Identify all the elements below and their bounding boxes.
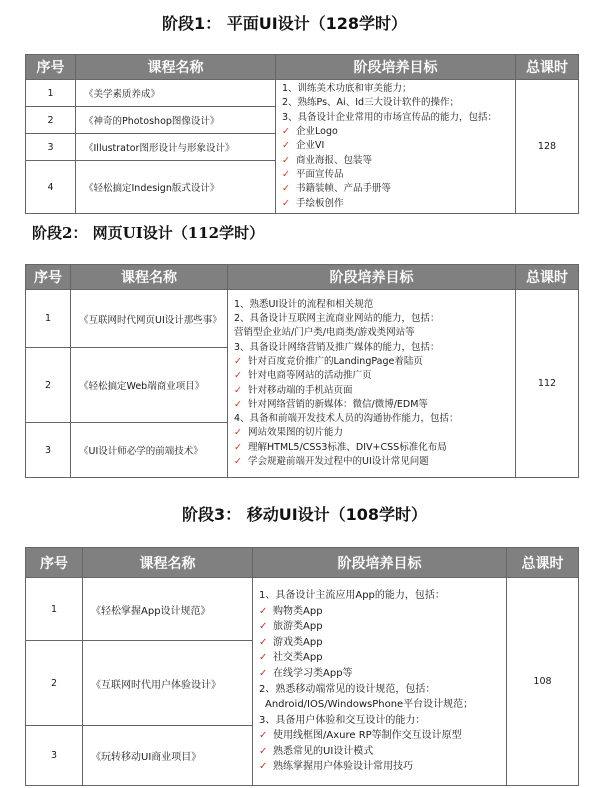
row-num: 3 xyxy=(26,134,76,161)
course-name: 《Illustrator图形设计与形象设计》 xyxy=(76,134,276,161)
goal-checklist-item xyxy=(259,744,502,760)
goal-checklist-item xyxy=(282,139,511,153)
row-num: 4 xyxy=(26,161,76,214)
stage-1-title: 阶段1： 平面UI设计（128学时） xyxy=(162,14,408,33)
col-header-goals: 阶段培养目标 xyxy=(228,265,516,290)
total-hours: 108 xyxy=(507,578,579,786)
course-name: 《UI设计师必学的前端技术》 xyxy=(71,423,228,478)
goal-checklist-item xyxy=(259,635,502,651)
checkmark-icon: ✓ xyxy=(259,761,268,773)
goal-text: 1、训练美术功底和审美能力； xyxy=(282,83,412,95)
course-name: 《轻松搞定Web端商业项目》 xyxy=(71,348,228,423)
goal-text: 在线学习类App等 xyxy=(273,667,353,679)
checkmark-icon: ✓ xyxy=(282,183,290,195)
goal-checklist-item xyxy=(259,759,502,775)
stage-3-title: 阶段3： 移动UI设计（108学时） xyxy=(182,505,428,524)
checkmark-icon: ✓ xyxy=(259,636,268,648)
goal-text: 3、具备设计企业常用的市场宣传品的能力，包括： xyxy=(282,111,498,123)
goal-line xyxy=(259,682,502,698)
goal-text: 1、熟悉UI设计的流程和相关规范 xyxy=(234,298,374,310)
table-row xyxy=(26,290,579,348)
goal-checklist-item xyxy=(282,182,511,196)
col-header-num: 序号 xyxy=(26,265,71,290)
stage-goals xyxy=(228,290,516,478)
checkmark-icon: ✓ xyxy=(282,154,290,166)
stage-goals xyxy=(253,578,507,786)
goal-text: 书籍装帧、产品手册等 xyxy=(296,183,392,195)
goal-text: 针对电商等网站的活动推广页 xyxy=(248,370,372,382)
goal-checklist-item xyxy=(234,398,511,412)
goal-checklist-item xyxy=(259,619,502,635)
row-num: 2 xyxy=(26,641,83,726)
table-header-row xyxy=(26,55,579,80)
col-header-course: 课程名称 xyxy=(76,55,276,80)
goal-checklist-item xyxy=(234,369,511,383)
goal-checklist-item xyxy=(282,154,511,168)
goal-text: 使用线框图/Axure RP等制作交互设计原型 xyxy=(273,730,462,742)
goal-line xyxy=(282,96,511,110)
checkmark-icon: ✓ xyxy=(282,168,290,180)
course-name: 《神奇的Photoshop图像设计》 xyxy=(76,107,276,134)
col-header-course: 课程名称 xyxy=(83,548,253,578)
goal-line xyxy=(259,697,502,713)
goal-checklist-item xyxy=(234,455,511,469)
checkmark-icon: ✓ xyxy=(259,667,268,679)
goal-text: 网站效果图的切片能力 xyxy=(248,427,344,439)
goal-text: 1、具备设计主流应用App的能力，包括： xyxy=(259,589,445,601)
goal-text: 4、具备和前端开发技术人员的沟通协作能力，包括： xyxy=(234,413,459,425)
checkmark-icon: ✓ xyxy=(259,605,268,617)
goal-text: 针对网络营销的新媒体：微信/微博/EDM等 xyxy=(248,398,428,410)
goal-line xyxy=(259,588,502,604)
checkmark-icon: ✓ xyxy=(234,384,242,396)
goal-line xyxy=(234,412,511,426)
checkmark-icon: ✓ xyxy=(234,441,242,453)
checkmark-icon: ✓ xyxy=(259,652,268,664)
goal-line xyxy=(234,312,511,326)
goal-text: 针对移动端的手机站页面 xyxy=(248,384,353,396)
col-header-num: 序号 xyxy=(26,55,76,80)
checkmark-icon: ✓ xyxy=(259,745,268,757)
goal-text: 3、具备设计网络营销及推广媒体的能力，包括： xyxy=(234,341,440,353)
goal-text: 旅游类App xyxy=(273,621,323,633)
goal-text: 2、熟练Ps、Ai、Id三大设计软件的操作； xyxy=(282,97,460,109)
goal-checklist-item xyxy=(234,384,511,398)
stage-3-table xyxy=(25,547,579,786)
goal-checklist-item xyxy=(259,728,502,744)
goal-text: 企业VI xyxy=(296,140,325,152)
goal-text: 平面宣传品 xyxy=(296,168,344,180)
goal-checklist-item xyxy=(282,197,511,211)
course-name: 《玩转移动UI商业项目》 xyxy=(83,726,253,786)
goal-text: 企业Logo xyxy=(296,126,338,138)
total-hours: 128 xyxy=(516,80,579,214)
goal-text: 手绘板创作 xyxy=(296,197,344,209)
goal-line xyxy=(282,111,511,125)
goal-text: Android/IOS/WindowsPhone平台设计规范； xyxy=(265,699,474,711)
goal-line xyxy=(234,326,511,340)
goal-text: 理解HTML5/CSS3标准、DIV+CSS标准化布局 xyxy=(248,441,447,453)
col-header-goals: 阶段培养目标 xyxy=(253,548,507,578)
course-name: 《美学素质养成》 xyxy=(76,80,276,107)
goal-text: 熟练掌握用户体验设计常用技巧 xyxy=(273,761,413,773)
col-header-hours: 总课时 xyxy=(516,265,579,290)
checkmark-icon: ✓ xyxy=(234,370,242,382)
goal-text: 针对百度竞价推广的LandingPage着陆页 xyxy=(248,355,423,367)
goal-text: 社交类App xyxy=(273,652,323,664)
row-num: 3 xyxy=(26,423,71,478)
goal-text: 2、熟悉移动端常见的设计规范，包括： xyxy=(259,683,436,695)
goal-line xyxy=(259,713,502,729)
goal-checklist-item xyxy=(259,666,502,682)
checkmark-icon: ✓ xyxy=(259,621,268,633)
course-name: 《互联网时代网页UI设计那些事》 xyxy=(71,290,228,348)
goal-text: 购物类App xyxy=(273,605,323,617)
col-header-course: 课程名称 xyxy=(71,265,228,290)
row-num: 1 xyxy=(26,578,83,641)
goal-text: 3、具备用户体验和交互设计的能力： xyxy=(259,714,426,726)
checkmark-icon: ✓ xyxy=(234,398,242,410)
total-hours: 112 xyxy=(516,290,579,478)
goal-text: 学会规避前端开发过程中的UI设计常见问题 xyxy=(248,455,429,467)
row-num: 1 xyxy=(26,290,71,348)
checkmark-icon: ✓ xyxy=(234,355,242,367)
checkmark-icon: ✓ xyxy=(282,126,290,138)
goal-checklist-item xyxy=(259,650,502,666)
col-header-hours: 总课时 xyxy=(507,548,579,578)
course-name: 《轻松搞定Indesign版式设计》 xyxy=(76,161,276,214)
goal-line xyxy=(282,82,511,96)
goal-checklist-item xyxy=(234,441,511,455)
course-name: 《互联网时代用户体验设计》 xyxy=(83,641,253,726)
row-num: 2 xyxy=(26,107,76,134)
goal-text: 营销型企业站/门户类/电商类/游戏类网站等 xyxy=(234,327,415,339)
course-name: 《轻松掌握App设计规范》 xyxy=(83,578,253,641)
table-header-row xyxy=(26,265,579,290)
table-row xyxy=(26,80,579,107)
table-row xyxy=(26,578,579,641)
goal-checklist-item xyxy=(259,604,502,620)
goal-text: 游戏类App xyxy=(273,636,323,648)
stage-2-title: 阶段2： 网页UI设计（112学时） xyxy=(32,224,265,242)
checkmark-icon: ✓ xyxy=(259,730,268,742)
goal-text: 熟悉常见的UI设计模式 xyxy=(273,745,374,757)
goal-checklist-item xyxy=(282,125,511,139)
row-num: 3 xyxy=(26,726,83,786)
row-num: 1 xyxy=(26,80,76,107)
stage-1-table xyxy=(25,54,579,214)
checkmark-icon: ✓ xyxy=(234,427,242,439)
stage-goals xyxy=(276,80,516,214)
checkmark-icon: ✓ xyxy=(282,197,290,209)
goal-text: 2、具备设计互联网主流商业网站的能力，包括： xyxy=(234,313,440,325)
goal-line xyxy=(234,341,511,355)
goal-checklist-item xyxy=(234,355,511,369)
checkmark-icon: ✓ xyxy=(282,140,290,152)
goal-checklist-item xyxy=(282,168,511,182)
table-header-row xyxy=(26,548,579,578)
col-header-goals: 阶段培养目标 xyxy=(276,55,516,80)
goal-line xyxy=(234,298,511,312)
row-num: 2 xyxy=(26,348,71,423)
goal-checklist-item xyxy=(234,426,511,440)
goal-text: 商业海报、包装等 xyxy=(296,154,373,166)
stage-2-table xyxy=(25,264,579,478)
col-header-num: 序号 xyxy=(26,548,83,578)
col-header-hours: 总课时 xyxy=(516,55,579,80)
checkmark-icon: ✓ xyxy=(234,455,242,467)
